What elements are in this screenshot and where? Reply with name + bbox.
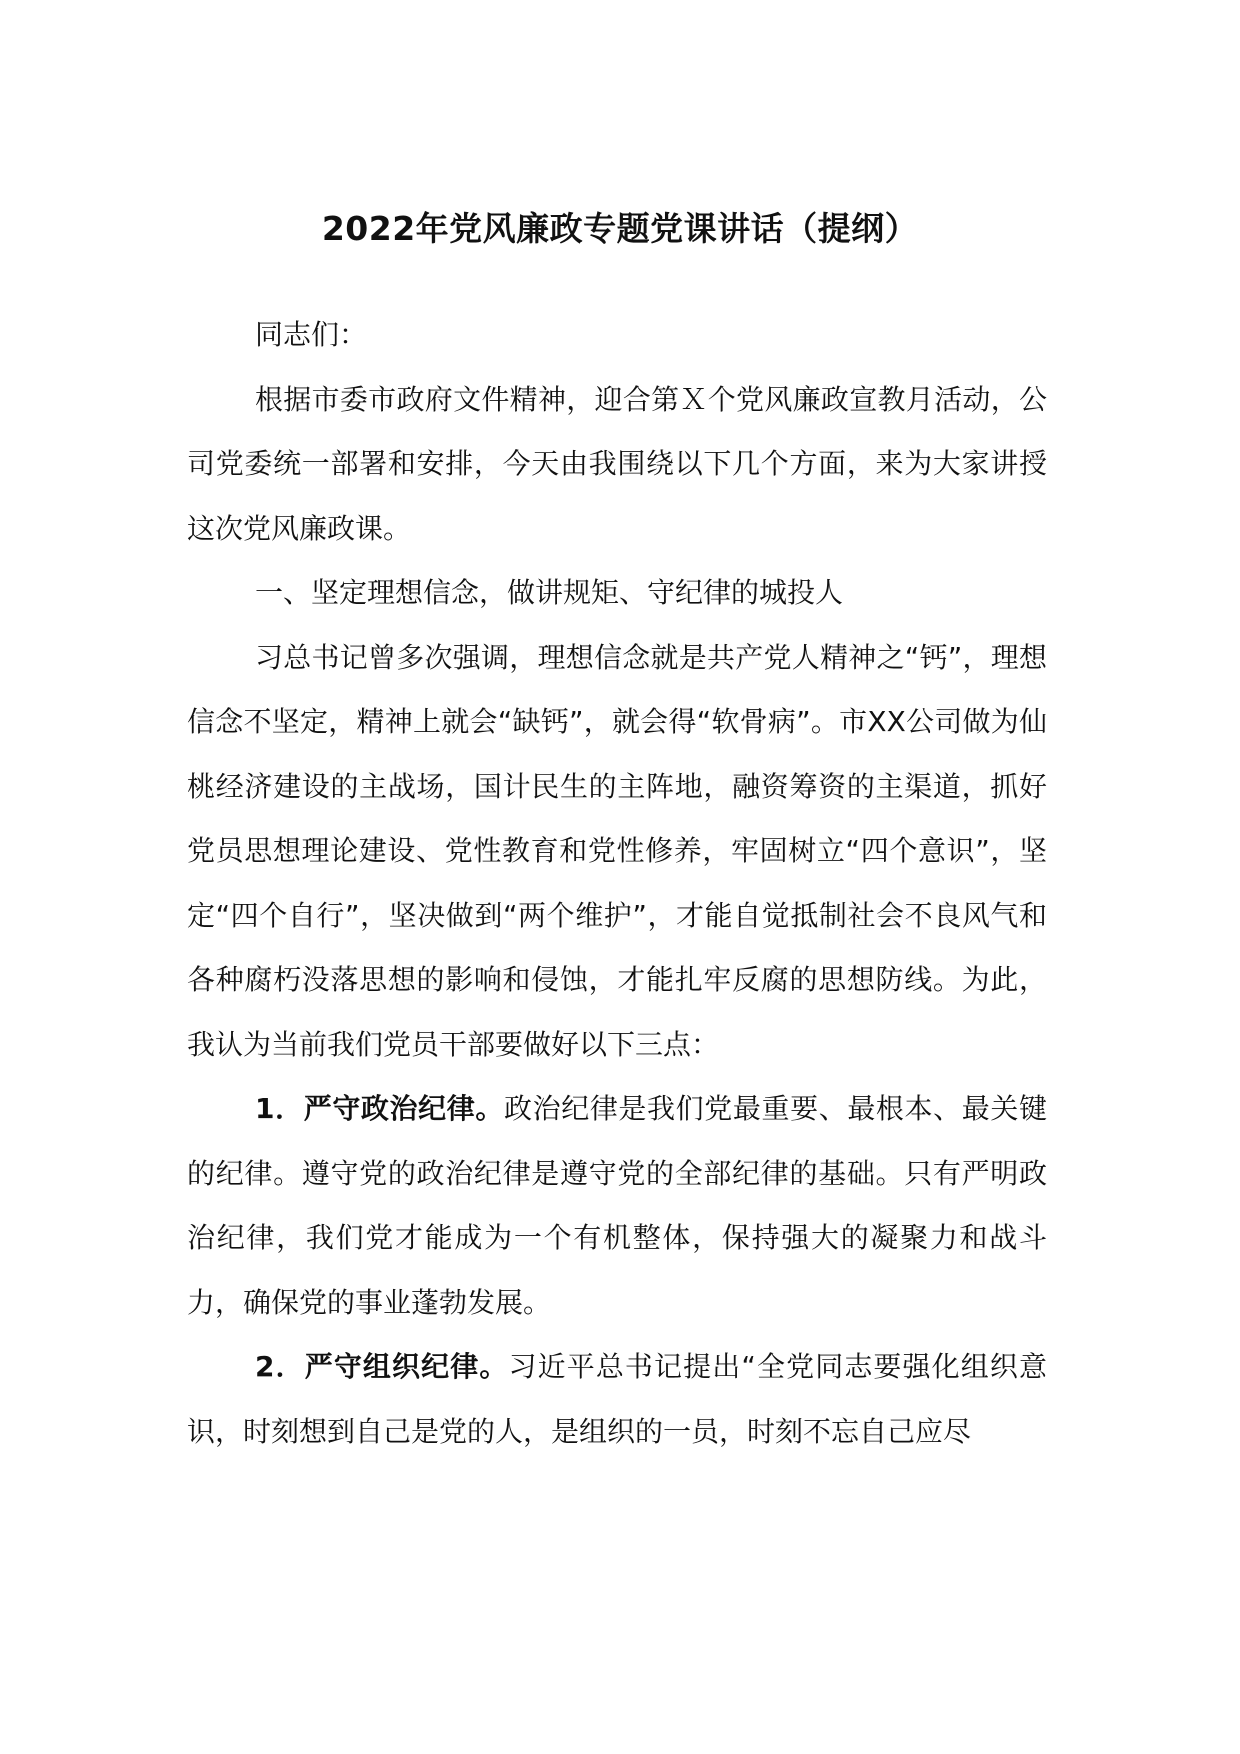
point-2-paragraph: [187, 1335, 1047, 1464]
document-title: 2022年党风廉政专题党课讲话（提纲）: [321, 209, 919, 248]
point-1-lead: 1．严守政治纪律。: [255, 1092, 504, 1125]
point-2-lead: 2．严守组织纪律。: [255, 1350, 509, 1383]
point-1-paragraph: [187, 1077, 1047, 1335]
salutation: 同志们：: [255, 318, 368, 351]
document-body: [187, 303, 1047, 1464]
point-2-body: 习近平总书记提出“全党同志要强化组织意识，时刻想到自己是党的人，是组织的一员，时刻不忘自己应尽: [187, 1350, 1047, 1448]
section-paragraph: 习总书记曾多次强调，理想信念就是共产党人精神之“钙”，理想信念不坚定，精神上就会“缺钙”，就会得“软骨病”。市XX公司做为仙桃经济建设的主战场，国计民生的主阵地，融资筹资的主渠道，抓好党员思想理论建设、党性教育和党性修养，牢固树立“四个意识”，坚定“四个自行”，坚决做到“两个维护”，才能自觉抵制社会不良风气和各种腐朽没落思想的影响和侵蚀，才能扎牢反腐的思想防线。为此，我认为当前我们党员干部要做好以下三点：: [187, 640, 1047, 1061]
section-heading: 一、坚定理想信念，做讲规矩、守纪律的城投人: [255, 576, 844, 609]
intro-paragraph: 根据市委市政府文件精神，迎合第Ｘ个党风廉政宣教月活动，公司党委统一部署和安排，今天由我围绕以下几个方面，来为大家讲授这次党风廉政课。: [187, 382, 1047, 545]
point-1-body: 政治纪律是我们党最重要、最根本、最关键的纪律。遵守党的政治纪律是遵守党的全部纪律的基础。只有严明政治纪律，我们党才能成为一个有机整体，保持强大的凝聚力和战斗力，确保党的事业蓬勃发展。: [187, 1092, 1047, 1319]
